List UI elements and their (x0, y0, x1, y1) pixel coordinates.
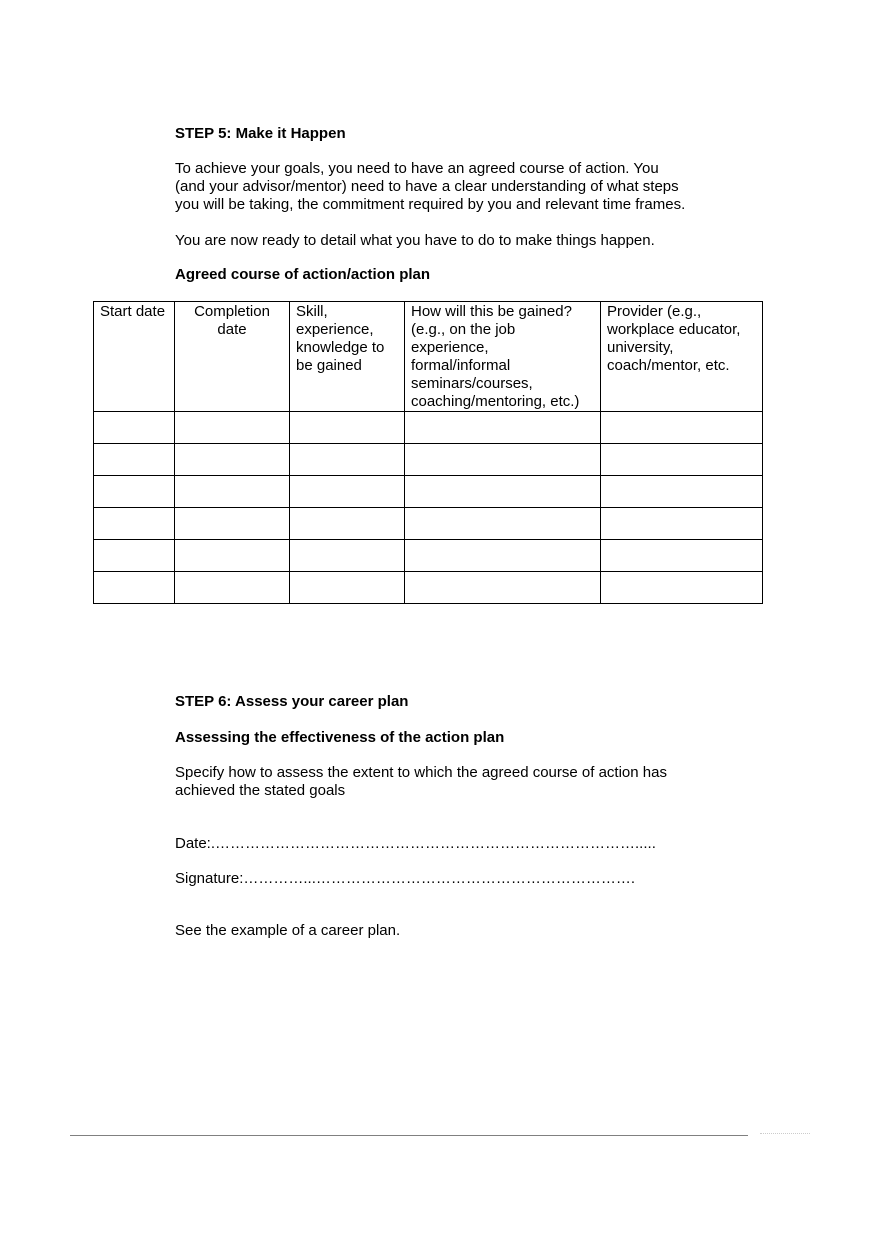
table-cell[interactable] (175, 476, 290, 508)
table-cell[interactable] (290, 572, 405, 604)
table-cell[interactable] (405, 572, 601, 604)
table-row (94, 444, 763, 476)
date-line[interactable]: Date:.…………………………………………………………………………..... (175, 835, 656, 852)
footer-divider (70, 1135, 748, 1136)
table-cell[interactable] (405, 540, 601, 572)
action-plan-heading: Agreed course of action/action plan (175, 266, 431, 283)
table-cell[interactable] (601, 540, 763, 572)
table-cell[interactable] (175, 572, 290, 604)
step5-intro: To achieve your goals, you need to have an agreed course of action. You (and your advisor/mentor) need to have a clear understanding of what steps you will be taking, the commitment required by you and relevant time frames. (175, 160, 686, 213)
col-provider: Provider (e.g., workplace educator, university, coach/mentor, etc. (601, 302, 763, 412)
assess-instruction: Specify how to assess the extent to which the agreed course of action has achieved the stated goals (175, 764, 667, 799)
table-row (94, 508, 763, 540)
table-row (94, 412, 763, 444)
table-cell[interactable] (290, 476, 405, 508)
table-cell[interactable] (94, 508, 175, 540)
signature-line[interactable]: Signature:…………...………………………………………………………. (175, 870, 636, 887)
table-cell[interactable] (175, 540, 290, 572)
table-cell[interactable] (94, 476, 175, 508)
step5-heading: STEP 5: Make it Happen (175, 125, 346, 142)
table-cell[interactable] (405, 508, 601, 540)
col-start-date: Start date (94, 302, 175, 412)
step5-ready-text: You are now ready to detail what you have to do to make things happen. (175, 232, 655, 249)
table-cell[interactable] (175, 412, 290, 444)
col-completion-date: Completion date (175, 302, 290, 412)
table-cell[interactable] (601, 476, 763, 508)
table-cell[interactable] (290, 444, 405, 476)
table-header-row (94, 302, 763, 412)
col-skill: Skill, experience, knowledge to be gained (290, 302, 405, 412)
step6-heading: STEP 6: Assess your career plan (175, 693, 409, 710)
col-how-gained: How will this be gained? (e.g., on the job experience, formal/informal seminars/courses, coaching/mentoring, etc.) (405, 302, 601, 412)
table-row (94, 476, 763, 508)
table-cell[interactable] (290, 412, 405, 444)
table-row (94, 540, 763, 572)
table-cell[interactable] (405, 476, 601, 508)
table-cell[interactable] (290, 540, 405, 572)
table-cell[interactable] (175, 444, 290, 476)
table-cell[interactable] (94, 572, 175, 604)
table-cell[interactable] (601, 412, 763, 444)
table-row (94, 572, 763, 604)
table-cell[interactable] (405, 444, 601, 476)
action-plan-table (93, 301, 763, 604)
table-cell[interactable] (175, 508, 290, 540)
assessing-heading: Assessing the effectiveness of the action plan (175, 729, 505, 746)
table-cell[interactable] (601, 444, 763, 476)
table-cell[interactable] (601, 572, 763, 604)
table-cell[interactable] (405, 412, 601, 444)
table-cell[interactable] (290, 508, 405, 540)
see-example-text: See the example of a career plan. (175, 922, 401, 939)
table-cell[interactable] (94, 412, 175, 444)
table-cell[interactable] (601, 508, 763, 540)
table-cell[interactable] (94, 540, 175, 572)
footer-page-mark (760, 1133, 810, 1134)
table-cell[interactable] (94, 444, 175, 476)
